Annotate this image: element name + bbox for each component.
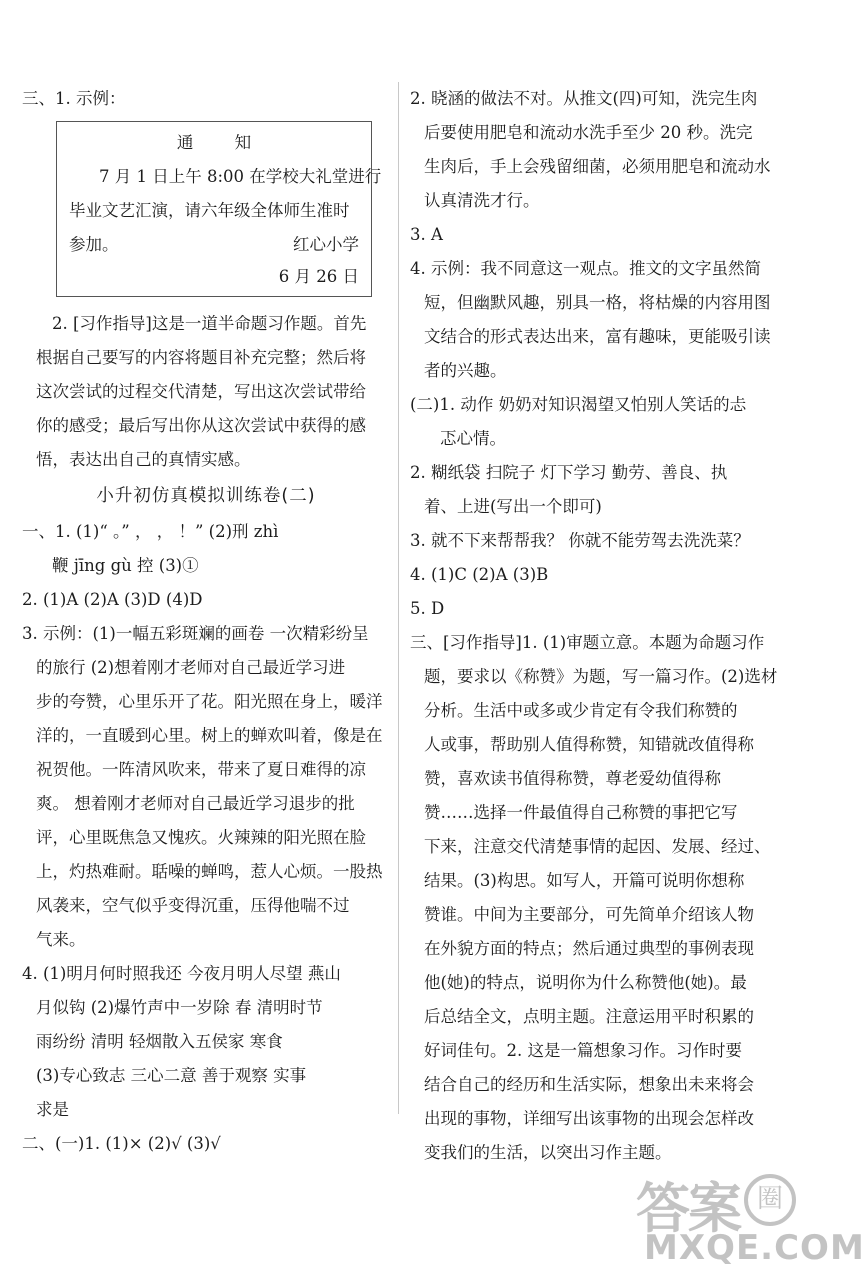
notice-body-line: 参加。	[69, 235, 119, 254]
notice-body-line: 7 月 1 日上午 8:00 在学校大礼堂进行	[99, 167, 382, 186]
text-line: 3. 示例：(1)一幅五彩斑斓的画卷 一次精彩纷呈	[22, 624, 369, 643]
text-line: 3. 就不下来帮帮我？ 你就不能劳驾去洗洗菜？	[410, 531, 750, 550]
text-line: 在外貌方面的特点；然后通过典型的事例表现	[424, 939, 754, 958]
text-line: 气来。	[36, 930, 86, 949]
part-1-answers	[22, 515, 390, 1161]
text-line: 忑心情。	[440, 429, 506, 448]
text-line: 上，灼热难耐。聒噪的蝉鸣，惹人心烦。一股热	[36, 862, 383, 881]
text-line: 洋的，一直暖到心里。树上的蝉欢叫着，像是在	[36, 726, 383, 745]
text-line: 后要使用肥皂和流动水洗手至少 20 秒。洗完	[424, 123, 753, 142]
notice-date: 6 月 26 日	[278, 267, 359, 286]
text-line: 4. 示例：我不同意这一观点。推文的文字虽然简	[410, 259, 761, 278]
notice-box	[56, 121, 382, 297]
text-line: 鞭 jīng gù 控 (3)①	[52, 556, 199, 575]
notice-body-line: 毕业文艺汇演，请六年级全体师生准时	[69, 201, 350, 220]
text-line: 出现的事物，详细写出该事物的出现会怎样改	[424, 1109, 754, 1128]
text-line: 题，要求以《称赞》为题，写一篇习作。(2)选材	[424, 667, 778, 686]
text-line: 爽。 想着刚才老师对自己最近学习退步的批	[36, 794, 355, 813]
left-column	[22, 82, 390, 1161]
text-line: 悟，表达出自己的真情实感。	[36, 450, 251, 469]
section-3-heading: 三、1. 示例：	[22, 89, 126, 108]
text-line: 2. 糊纸袋 扫院子 灯下学习 勤劳、善良、执	[410, 463, 728, 482]
text-line: 文结合的形式表达出来，富有趣味，更能吸引读	[424, 327, 771, 346]
text-line: 5. D	[410, 599, 445, 618]
text-line: 2. (1)A (2)A (3)D (4)D	[22, 590, 203, 609]
text-line: 结合自己的经历和生活实际，想象出未来将会	[424, 1075, 754, 1094]
text-line: 祝贺他。一阵清风吹来，带来了夏日难得的凉	[36, 760, 366, 779]
watermark-logo	[636, 1166, 865, 1268]
text-line: 月似钩 (2)爆竹声中一岁除 春 清明时节	[36, 998, 323, 1017]
watermark-url: MXQE.COM	[644, 1228, 865, 1268]
text-line: 者的兴趣。	[424, 361, 507, 380]
text-line: 赞……选择一件最值得自己称赞的事把它写	[424, 803, 738, 822]
watermark-badge: 圈	[744, 1174, 796, 1226]
text-line: 变我们的生活，以突出习作主题。	[424, 1143, 672, 1162]
text-line: 3. A	[410, 225, 443, 244]
text-line: 二、(一)1. (1)× (2)√ (3)√	[22, 1134, 221, 1153]
text-line: 着、上进(写出一个即可)	[424, 497, 602, 516]
text-line: 三、[习作指导]1. (1)审题立意。本题为命题习作	[410, 633, 765, 652]
text-line: 步的夸赞，心里乐开了花。阳光照在身上，暖洋	[36, 692, 383, 711]
text-line: 根据自己要写的内容将题目补充完整；然后将	[36, 348, 366, 367]
text-line: 评，心里既焦急又愧疚。火辣辣的阳光照在脸	[36, 828, 366, 847]
text-line: 认真清洗才行。	[424, 191, 540, 210]
text-line: 他(她)的特点，说明你为什么称赞他(她)。最	[424, 973, 747, 992]
text-line: 4. (1)明月何时照我还 今夜月明人尽望 燕山	[22, 964, 341, 983]
text-line: 人或事，帮助别人值得称赞，知错就改值得称	[424, 735, 754, 754]
exam-heading: 小升初仿真模拟训练卷(二)	[96, 486, 316, 506]
text-line: (3)专心致志 三心二意 善于观察 实事	[36, 1066, 307, 1085]
notice-title: 通 知	[176, 133, 270, 152]
text-line: 赞谁。中间为主要部分，可先简单介绍该人物	[424, 905, 754, 924]
text-line: 2. 晓涵的做法不对。从推文(四)可知，洗完生肉	[410, 89, 758, 108]
text-line: 4. (1)C (2)A (3)B	[410, 565, 549, 584]
text-line: 风袭来，空气似乎变得沉重，压得他喘不过	[36, 896, 350, 915]
text-line: 好词佳句。2. 这是一篇想象习作。习作时要	[424, 1041, 742, 1060]
text-line: 生肉后，手上会残留细菌，必须用肥皂和流动水	[424, 157, 771, 176]
text-line: 短，但幽默风趣，别具一格，将枯燥的内容用图	[424, 293, 771, 312]
text-line: (二)1. 动作 奶奶对知识渴望又怕别人笑话的忐	[410, 395, 747, 414]
text-line: 的旅行 (2)想着刚才老师对自己最近学习进	[36, 658, 346, 677]
text-line: 求是	[36, 1100, 69, 1119]
text-line: 这次尝试的过程交代清楚，写出这次尝试带给	[36, 382, 366, 401]
text-line: 下来，注意交代清楚事情的起因、发展、经过、	[424, 837, 771, 856]
watermark-text: 答案	[636, 1177, 740, 1240]
text-line: 一、1. (1)“ 。” ， ， ！” (2)刑 zhì	[22, 522, 279, 541]
text-line: 结果。(3)构思。如写人，开篇可说明你想称	[424, 871, 745, 890]
text-line: 2. [习作指导]这是一道半命题习作题。首先	[52, 314, 367, 333]
text-line: 赞，喜欢读书值得称赞，尊老爱幼值得称	[424, 769, 721, 788]
notice-signer: 红心小学	[293, 235, 359, 254]
text-line: 你的感受；最后写出你从这次尝试中获得的感	[36, 416, 366, 435]
right-column	[410, 82, 782, 1170]
column-divider	[398, 82, 399, 1114]
writing-guide-2	[22, 307, 390, 477]
text-line: 雨纷纷 清明 轻烟散入五侯家 寒食	[36, 1032, 283, 1051]
text-line: 分析。生活中或多或少肯定有令我们称赞的	[424, 701, 738, 720]
text-line: 后总结全文，点明主题。注意运用平时积累的	[424, 1007, 754, 1026]
